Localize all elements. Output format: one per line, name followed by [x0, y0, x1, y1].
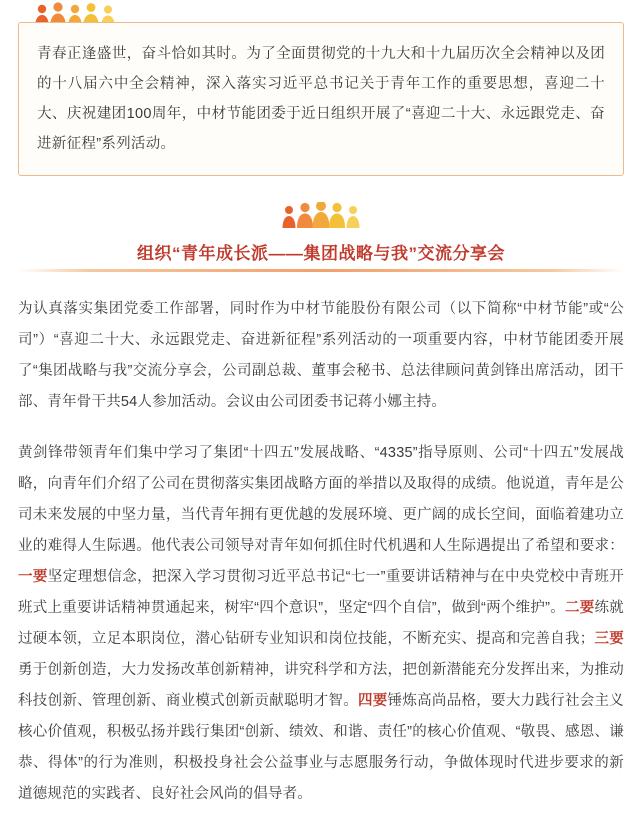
paragraph	[18, 294, 624, 418]
paragraph-text: 坚定理想信念，把深入学习贯彻习近平总书记“七一”重要讲话精神与在中央党校中青班开班式上重要讲话精神贯通起来，树牢“四个意识”，坚定“四个自信”，做到“两个维护”。	[18, 569, 625, 616]
section-heading	[18, 202, 624, 276]
paragraph	[18, 438, 624, 810]
paragraph-text: 锤炼高尚品格，要大力践行社会主义核心价值观，积极弘扬并践行集团“创新、绩效、和谐、责任”的核心价值观、“敬畏、感恩、谦恭、得体”的行为准则，积极投身社会公益事业与志愿服务行动，争做体现时代进步要求的新道德规范的实践者、良好社会风尚的倡导者。	[18, 693, 625, 802]
paragraph-text: 练就过硬本领，立足本职岗位，潜心钻研专业知识和岗位技能，不断充实、提高和完善自我；	[18, 600, 624, 647]
paragraph-text: 为认真落实集团党委工作部署，同时作为中材节能股份有限公司（以下简称“中材节能”或“公司”）“喜迎二十大、永远跟党走、奋进新征程”系列活动的一项重要内容，中材节能团委开展了“集团战略与我”交流分享会，公司副总裁、董事会秘书、总法律顾问黄剑锋出席活动，团干部、青年骨干共54人参加活动。会议由公司团委书记蒋小娜主持。	[18, 301, 624, 410]
intro-text: 青春正逢盛世，奋斗恰如其时。为了全面贯彻党的十九大和十九届历次全会精神以及团的十八届六中全会精神，深入落实习近平总书记关于青年工作的重要思想，喜迎二十大、庆祝建团100周年，中材节能团委于近日组织开展了“喜迎二十大、永远跟党走、奋进新征程”系列活动。	[37, 46, 605, 152]
emphasis-keyword: 二要	[565, 600, 595, 616]
article-body	[18, 294, 624, 810]
emphasis-keyword: 四要	[358, 693, 388, 709]
emphasis-keyword: 三要	[594, 631, 625, 647]
heading-underline-rule	[18, 269, 624, 272]
paragraph-text: 黄剑锋带领青年们集中学习了集团“十四五”发展战略、“4335”指导原则、公司“十四五”发展战略，向青年们介绍了公司在贯彻落实集团战略方面的举措以及取得的成绩。他说道，青年是公司未来发展的中坚力量，当代青年拥有更优越的发展环境、更广阔的成长空间，面临着建功立业的难得人生际遇。他代表公司领导对青年如何抓住时代机遇和人生际遇提出了希望和要求：	[18, 445, 624, 554]
document-page	[0, 2, 642, 810]
intro-callout-box	[18, 22, 624, 176]
emphasis-keyword: 一要	[18, 569, 48, 585]
people-group-icon	[275, 202, 367, 228]
section-title-band	[18, 230, 624, 276]
section-title: 组织“青年成长派——集团战略与我”交流分享会	[137, 244, 505, 263]
paragraph-text: 勇于创新创造，大力发扬改革创新精神，讲究科学和方法，把创新潜能充分发挥出来，为推动科技创新、管理创新、商业模式创新贡献聪明才智。	[18, 662, 624, 709]
